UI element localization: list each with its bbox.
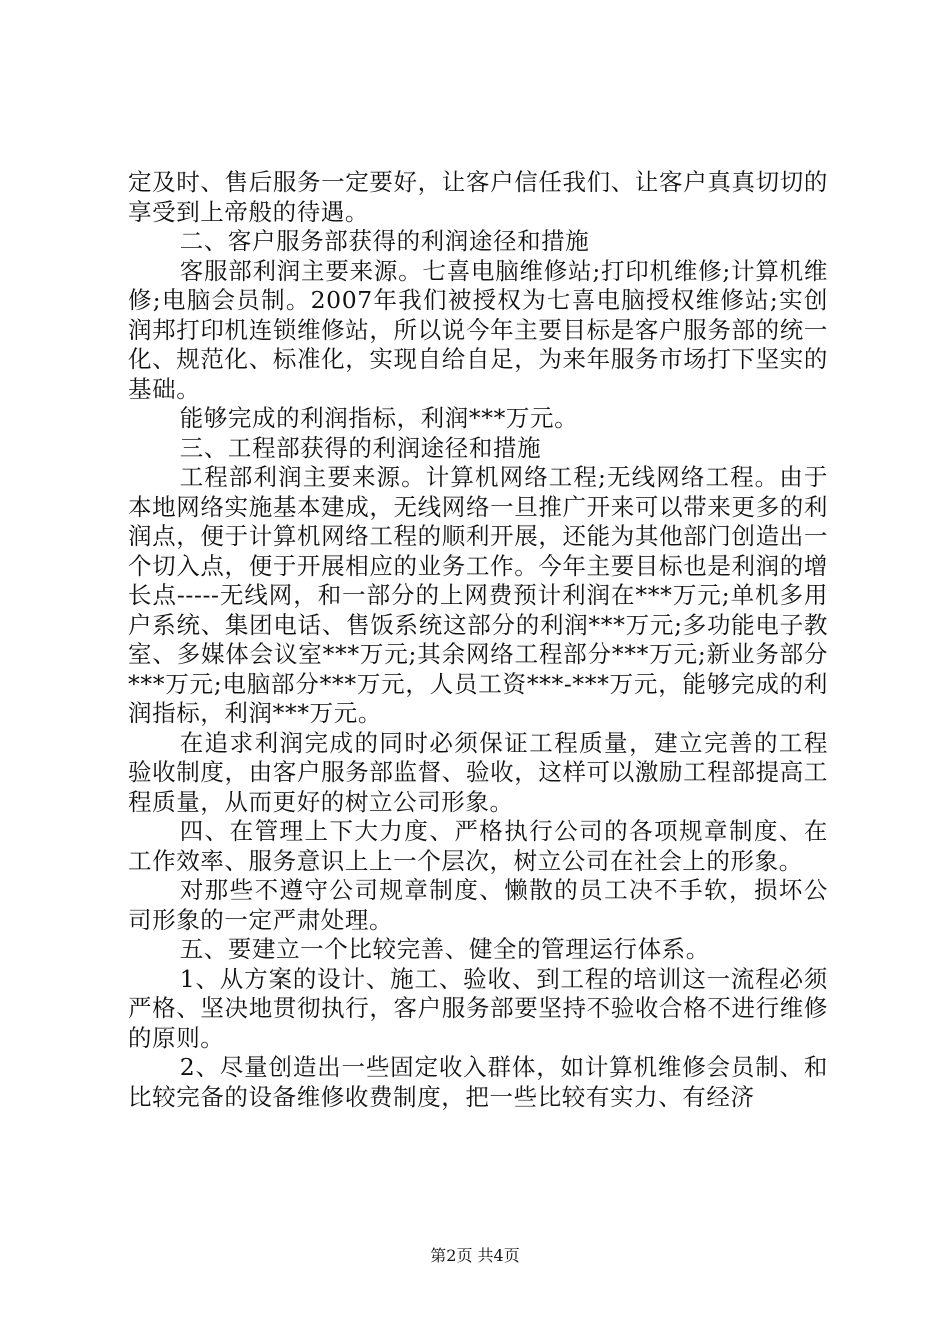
paragraph-10: 五、要建立一个比较完善、健全的管理运行体系。	[179, 935, 710, 963]
paragraph-2: 二、客户服务部获得的利润途径和措施	[179, 227, 590, 255]
paragraph-7: 在追求利润完成的同时必须保证工程质量，建立完善的工程验收制度，由客户服务部监督、验收，这样可以激励工程部提高工程质量，从而更好的树立公司形象。	[128, 728, 828, 816]
paragraph-8: 四、在管理上下大力度、严格执行公司的各项规章制度、在工作效率、服务意识上上一个层次，树立公司在社会上的形象。	[128, 817, 828, 875]
paragraph-6: 工程部利润主要来源。计算机网络工程;无线网络工程。由于本地网络实施基本建成，无线网络一旦推广开来可以带来更多的利润点，便于计算机网络工程的顺利开展，还能为其他部门创造出一个切入点，便于开展相应的业务工作。今年主要目标也是利润的增长点-----无线网，和一部分的上网费预计利润在***万元;单机多用户系统、集团电话、售饭系统这部分的利润***万元;多功能电子教室、多媒体会议室***万元;其余网络工程部分***万元;新业务部分***万元;电脑部分***万元，人员工资***-***万元，能够完成的利润指标，利润***万元。	[128, 463, 828, 727]
paragraph-3: 客服部利润主要来源。七喜电脑维修站;打印机维修;计算机维修;电脑会员制。2007年我们被授权为七喜电脑授权维修站;实创润邦打印机连锁维修站，所以说今年主要目标是客户服务部的统一化、规范化、标准化，实现自给自足，为来年服务市场打下坚实的基础。	[128, 256, 828, 403]
paragraph-12: 2、尽量创造出一些固定收入群体，如计算机维修会员制、和比较完备的设备维修收费制度，把一些比较有实力、有经济	[128, 1053, 828, 1111]
paragraph-1: 定及时、售后服务一定要好，让客户信任我们、让客户真真切切的享受到上帝般的待遇。	[128, 168, 828, 226]
page-number-footer: 第2页 共4页	[430, 1246, 520, 1265]
paragraph-4: 能够完成的利润指标，利润***万元。	[179, 404, 579, 432]
paragraph-5: 三、工程部获得的利润途径和措施	[179, 433, 542, 462]
paragraph-9: 对那些不遵守公司规章制度、懒散的员工决不手软，损坏公司形象的一定严肃处理。	[128, 876, 828, 934]
paragraph-11: 1、从方案的设计、施工、验收、到工程的培训这一流程必须严格、坚决地贯彻执行，客户服务部要坚持不验收合格不进行维修的原则。	[128, 964, 828, 1052]
document-body	[128, 168, 828, 1112]
